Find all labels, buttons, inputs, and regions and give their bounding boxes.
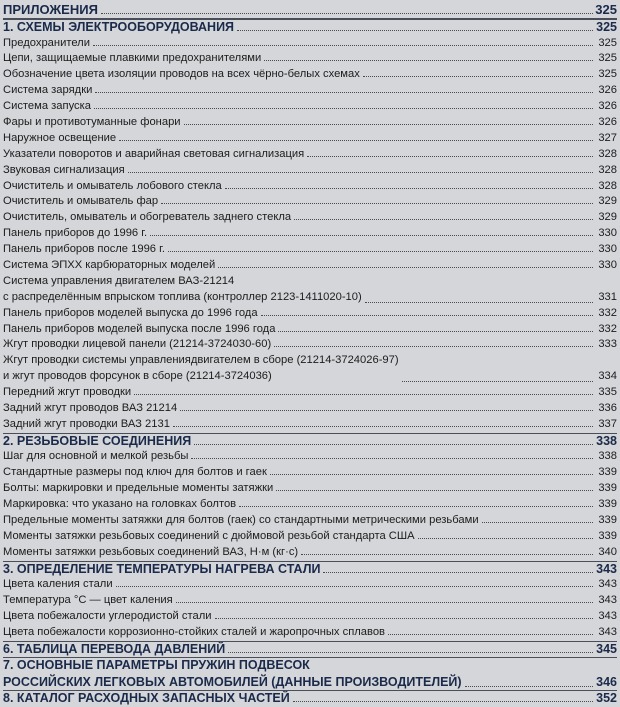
toc-page-number: 330 xyxy=(598,243,617,256)
toc-page-number: 345 xyxy=(596,641,617,656)
toc-entry-title: Цвета побежалости коррозионно-стойких сталей и жаропрочных сплавов xyxy=(3,625,386,638)
toc-entry-title: 3. ОПРЕДЕЛЕНИЕ ТЕМПЕРАТУРЫ НАГРЕВА СТАЛИ xyxy=(3,561,321,576)
table-of-contents xyxy=(3,0,617,707)
toc-entry-title: Очиститель и омыватель лобового стекла xyxy=(3,179,222,192)
toc-entry-title: Цвета побежалости углеродистой стали xyxy=(3,609,212,622)
toc-entry[interactable] xyxy=(3,625,617,641)
toc-page-number: 325 xyxy=(598,36,617,49)
toc-entry-title: 2. РЕЗЬБОВЫЕ СОЕДИНЕНИЯ xyxy=(3,433,192,448)
toc-page-number: 343 xyxy=(598,593,617,606)
dot-leader xyxy=(276,490,593,491)
toc-entry[interactable] xyxy=(3,545,617,561)
toc-page-number: 326 xyxy=(598,115,617,128)
toc-section-heading[interactable] xyxy=(3,657,617,690)
toc-entry-title: Предельные моменты затяжки для болтов (гаек) со стандартными метрическими резьбами xyxy=(3,513,479,526)
dot-leader xyxy=(402,381,593,382)
toc-entry[interactable] xyxy=(3,306,617,322)
toc-entry-title: Система запуска xyxy=(3,100,91,113)
dot-leader xyxy=(191,458,593,459)
toc-page-number: 339 xyxy=(598,466,617,479)
dot-leader xyxy=(194,444,593,445)
dot-leader xyxy=(264,60,593,61)
toc-entry[interactable] xyxy=(3,210,617,226)
toc-page-number: 328 xyxy=(598,179,617,192)
toc-page-number: 343 xyxy=(598,578,617,591)
toc-page-number: 326 xyxy=(598,84,617,97)
toc-entry-title: Очиститель и омыватель фар xyxy=(3,195,159,208)
toc-entry-title: Маркировка: что указано на головках болтов xyxy=(3,498,237,510)
toc-entry[interactable] xyxy=(3,242,617,258)
dot-leader xyxy=(116,586,593,587)
toc-section-heading[interactable] xyxy=(3,433,617,450)
toc-page-number: 338 xyxy=(596,433,617,448)
toc-entry-title: Наружное освещение xyxy=(3,131,117,144)
toc-entry-title: Указатели поворотов и аварийная световая сигнализация xyxy=(3,147,305,160)
toc-page-number: 343 xyxy=(598,625,617,638)
toc-entry[interactable] xyxy=(3,497,617,513)
dot-leader xyxy=(184,124,593,125)
toc-entry-title: Очиститель, омыватель и обогреватель заднего стекла xyxy=(3,211,292,224)
toc-entry[interactable] xyxy=(3,258,617,274)
toc-entry[interactable] xyxy=(3,226,617,242)
toc-page-number: 334 xyxy=(598,370,617,383)
toc-entry[interactable] xyxy=(3,417,617,433)
toc-entry-title: 7. ОСНОВНЫЕ ПАРАМЕТРЫ ПРУЖИН ПОДВЕСОК РОССИЙСКИХ ЛЕГКОВЫХ АВТОМОБИЛЕЙ (ДАННЫЕ ПРОИЗВОДИТЕЛЕЙ) xyxy=(3,658,462,689)
toc-entry-title: Жгут проводки лицевой панели (21214-3724030-60) xyxy=(3,338,272,351)
dot-leader xyxy=(261,315,593,316)
toc-entry-title: ПРИЛОЖЕНИЯ xyxy=(3,2,98,17)
toc-page-number: 329 xyxy=(598,211,617,224)
toc-page-number: 328 xyxy=(598,147,617,160)
toc-entry[interactable] xyxy=(3,322,617,338)
toc-page-number: 325 xyxy=(598,68,617,81)
dot-leader xyxy=(323,572,593,573)
toc-entry[interactable] xyxy=(3,465,617,481)
toc-page-number: 328 xyxy=(598,163,617,176)
toc-entry[interactable] xyxy=(3,577,617,593)
toc-page-number: 326 xyxy=(598,100,617,113)
toc-entry-title: Задний жгут проводов ВАЗ 21214 xyxy=(3,402,178,415)
dot-leader xyxy=(150,235,593,236)
toc-entry[interactable] xyxy=(3,131,617,147)
toc-entry[interactable] xyxy=(3,194,617,210)
toc-entry-title: Система зарядки xyxy=(3,84,93,97)
dot-leader xyxy=(293,701,593,702)
toc-entry[interactable] xyxy=(3,449,617,465)
toc-section-heading[interactable] xyxy=(3,0,617,19)
toc-entry[interactable] xyxy=(3,274,617,306)
toc-page-number: 346 xyxy=(596,674,617,689)
toc-entry[interactable] xyxy=(3,385,617,401)
dot-leader xyxy=(134,394,593,395)
toc-entry[interactable] xyxy=(3,36,617,52)
toc-entry-title: Жгут проводки системы управлениядвигателем в сборе (21214-3724026-97) и жгут проводов форсунок в сборе (21214-3724036) xyxy=(3,354,399,383)
dot-leader xyxy=(294,219,593,220)
toc-section-heading[interactable] xyxy=(3,641,617,658)
toc-page-number: 332 xyxy=(598,322,617,335)
toc-entry-title: 6. ТАБЛИЦА ПЕРЕВОДА ДАВЛЕНИЙ xyxy=(3,641,226,656)
toc-entry-title: Температура °С — цвет каления xyxy=(3,593,173,606)
dot-leader xyxy=(363,76,593,77)
dot-leader xyxy=(93,45,593,46)
toc-page-number: 332 xyxy=(598,306,617,319)
toc-page-number: 325 xyxy=(596,20,617,34)
toc-entry[interactable] xyxy=(3,481,617,497)
toc-entry[interactable] xyxy=(3,593,617,609)
toc-entry[interactable] xyxy=(3,163,617,179)
toc-page-number: 343 xyxy=(596,561,617,576)
dot-leader xyxy=(239,506,593,507)
toc-entry-title: Система управления двигателем ВАЗ-21214 с распределённым впрыском топлива (контроллер 2123-1411020-10) xyxy=(3,274,362,303)
toc-page-number: 352 xyxy=(596,691,617,706)
toc-entry-title: Цвета каления стали xyxy=(3,578,113,591)
dot-leader xyxy=(173,426,593,427)
toc-entry-title: Обозначение цвета изоляции проводов на всех чёрно-белых схемах xyxy=(3,68,360,81)
dot-leader xyxy=(215,618,593,619)
toc-entry-title: Панель приборов до 1996 г. xyxy=(3,227,148,240)
dot-leader xyxy=(168,251,593,252)
toc-page-number: 331 xyxy=(598,290,617,303)
dot-leader xyxy=(225,188,593,189)
toc-entry-title: Цепи, защищаемые плавкими предохранителями xyxy=(3,52,262,65)
dot-leader xyxy=(270,474,593,475)
toc-entry-title: Моменты затяжки резьбовых соединений ВАЗ, Н·м (кг·с) xyxy=(3,545,299,558)
toc-page-number: 339 xyxy=(598,529,617,542)
toc-entry[interactable] xyxy=(3,179,617,195)
toc-entry-title: 8. КАТАЛОГ РАСХОДНЫХ ЗАПАСНЫХ ЧАСТЕЙ xyxy=(3,691,290,706)
toc-entry[interactable] xyxy=(3,83,617,99)
toc-section-heading[interactable] xyxy=(3,19,617,36)
toc-page-number: 337 xyxy=(598,417,617,430)
dot-leader xyxy=(119,140,593,141)
toc-entry[interactable] xyxy=(3,353,617,385)
dot-leader xyxy=(482,522,593,523)
dot-leader xyxy=(301,554,593,555)
toc-page-number: 339 xyxy=(598,498,617,510)
toc-page-number: 339 xyxy=(598,482,617,495)
toc-page-number: 330 xyxy=(598,258,617,271)
toc-entry[interactable] xyxy=(3,337,617,353)
dot-leader xyxy=(94,108,593,109)
toc-page-number: 329 xyxy=(598,195,617,208)
toc-page-number: 335 xyxy=(598,386,617,399)
dot-leader xyxy=(365,302,593,303)
dot-leader xyxy=(274,346,593,347)
dot-leader xyxy=(161,203,593,204)
toc-section-heading[interactable] xyxy=(3,561,617,578)
toc-entry-title: Система ЭПХХ карбюраторных моделей xyxy=(3,258,216,271)
dot-leader xyxy=(128,172,593,173)
toc-entry[interactable] xyxy=(3,67,617,83)
toc-page-number: 339 xyxy=(598,513,617,526)
toc-section-heading[interactable] xyxy=(3,690,617,707)
dot-leader xyxy=(278,331,593,332)
toc-entry-title: Панель приборов моделей выпуска до 1996 года xyxy=(3,306,258,319)
dot-leader xyxy=(237,30,593,31)
toc-entry[interactable] xyxy=(3,609,617,625)
dot-leader xyxy=(228,652,593,653)
toc-entry-title: Фары и противотуманные фонари xyxy=(3,115,181,128)
dot-leader xyxy=(388,634,593,635)
dot-leader xyxy=(101,13,593,14)
toc-entry-title: Панель приборов после 1996 г. xyxy=(3,243,165,256)
toc-entry[interactable] xyxy=(3,147,617,163)
toc-entry[interactable] xyxy=(3,99,617,115)
toc-page-number: 330 xyxy=(598,227,617,240)
dot-leader xyxy=(95,92,593,93)
toc-entry-title: Шаг для основной и мелкой резьбы xyxy=(3,450,189,463)
dot-leader xyxy=(418,538,593,539)
toc-entry[interactable] xyxy=(3,115,617,131)
toc-page-number: 340 xyxy=(598,545,617,558)
toc-page-number: 333 xyxy=(598,338,617,351)
dot-leader xyxy=(465,686,593,687)
toc-entry[interactable] xyxy=(3,529,617,545)
dot-leader xyxy=(218,267,593,268)
toc-entry[interactable] xyxy=(3,401,617,417)
toc-entry-title: Болты: маркировки и предельные моменты затяжки xyxy=(3,482,274,495)
toc-entry-title: Стандартные размеры под ключ для болтов и гаек xyxy=(3,466,267,479)
toc-page-number: 327 xyxy=(598,131,617,144)
dot-leader xyxy=(180,410,593,411)
toc-entry-title: 1. СХЕМЫ ЭЛЕКТРООБОРУДОВАНИЯ xyxy=(3,20,235,34)
dot-leader xyxy=(176,602,593,603)
toc-page-number: 343 xyxy=(598,609,617,622)
toc-entry[interactable] xyxy=(3,513,617,529)
toc-entry-title: Предохранители xyxy=(3,36,90,49)
toc-entry-title: Панель приборов моделей выпуска после 1996 года xyxy=(3,322,276,335)
dot-leader xyxy=(307,156,593,157)
toc-entry-title: Звуковая сигнализация xyxy=(3,163,125,176)
toc-page-number: 336 xyxy=(598,402,617,415)
toc-entry-title: Моменты затяжки резьбовых соединений с дюймовой резьбой стандарта США xyxy=(3,529,415,542)
toc-page-number: 325 xyxy=(595,2,617,17)
toc-entry-title: Передний жгут проводки xyxy=(3,386,132,399)
toc-entry[interactable] xyxy=(3,51,617,67)
toc-page-number: 338 xyxy=(598,450,617,463)
toc-entry-title: Задний жгут проводки ВАЗ 2131 xyxy=(3,417,170,430)
toc-page-number: 325 xyxy=(598,52,617,65)
